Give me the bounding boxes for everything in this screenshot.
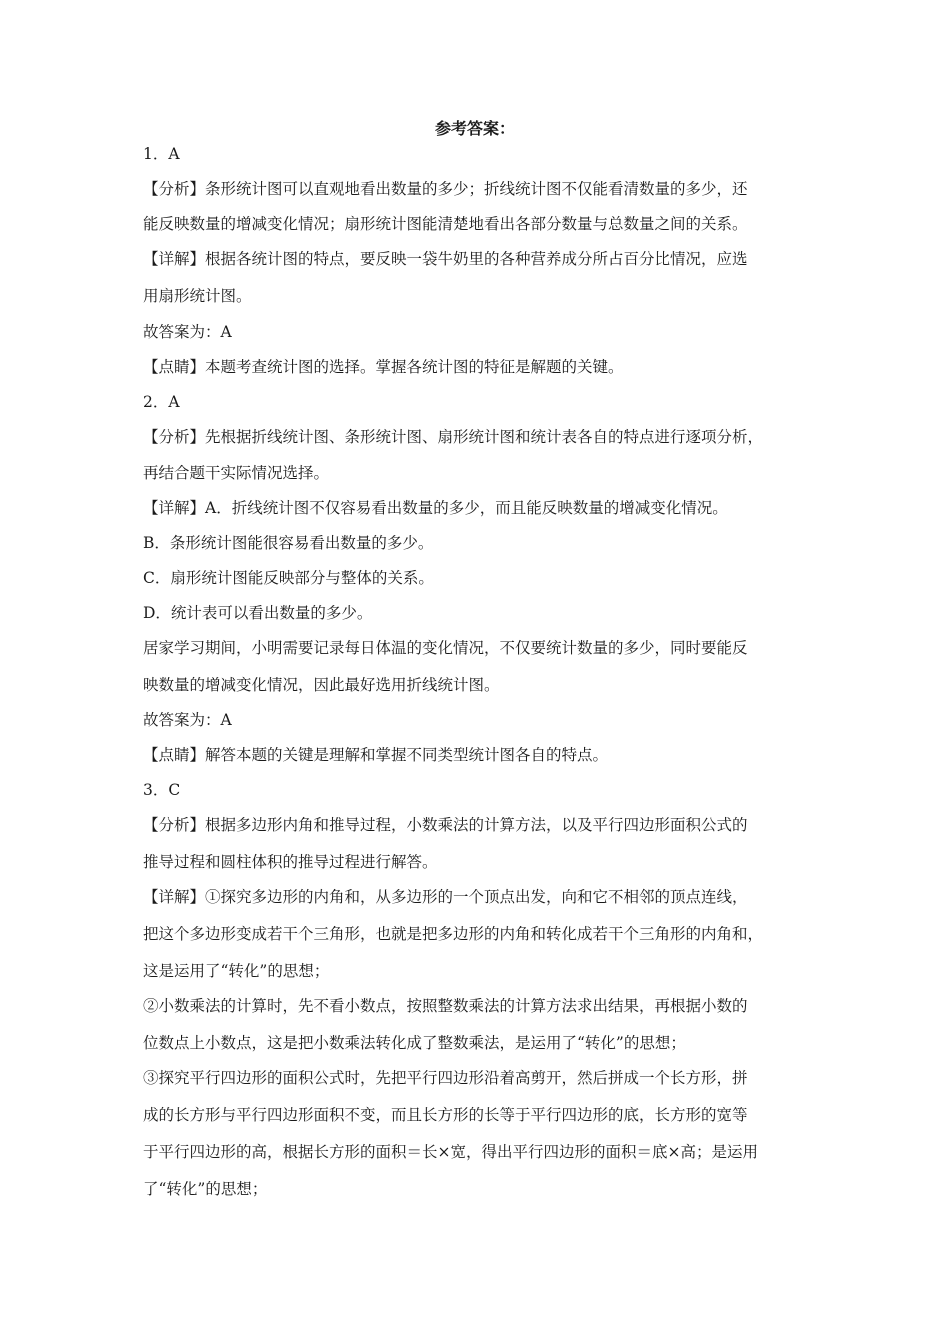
detail-2-option-a: 【详解】A．折线统计图不仅容易看出数量的多少，而且能反映数量的增减变化情况。 [143, 499, 728, 517]
detail-3-item-3-line-3: 于平行四边形的高，根据长方形的面积＝长×宽，得出平行四边形的面积＝底×高；是运用 [143, 1143, 758, 1161]
answer-number-1: 1．A [143, 145, 180, 163]
detail-3-item-1-line-1: 【详解】①探究多边形的内角和，从多边形的一个顶点出发，向和它不相邻的顶点连线， [143, 888, 748, 906]
conclusion-1: 故答案为：A [143, 323, 232, 341]
answer-number-2: 2．A [143, 393, 180, 411]
detail-2-option-d: D．统计表可以看出数量的多少。 [143, 604, 373, 622]
detail-2-reason-line-2: 映数量的增减变化情况，因此最好选用折线统计图。 [143, 676, 500, 694]
comment-1: 【点睛】本题考查统计图的选择。掌握各统计图的特征是解题的关键。 [143, 358, 624, 376]
detail-3-item-2-line-1: ②小数乘法的计算时，先不看小数点，按照整数乘法的计算方法求出结果，再根据小数的 [143, 997, 748, 1015]
detail-3-item-1-line-3: 这是运用了“转化”的思想； [143, 962, 330, 980]
detail-2-reason-line-1: 居家学习期间，小明需要记录每日体温的变化情况，不仅要统计数量的多少，同时要能反 [143, 639, 748, 657]
detail-3-item-3-line-1: ③探究平行四边形的面积公式时，先把平行四边形沿着高剪开，然后拼成一个长方形，拼 [143, 1069, 748, 1087]
detail-1-line-1: 【详解】根据各统计图的特点，要反映一袋牛奶里的各种营养成分所占百分比情况，应选 [143, 250, 748, 268]
analysis-2-line-1: 【分析】先根据折线统计图、条形统计图、扇形统计图和统计表各自的特点进行逐项分析， [143, 428, 764, 446]
analysis-1-line-1: 【分析】条形统计图可以直观地看出数量的多少；折线统计图不仅能看清数量的多少，还 [143, 180, 748, 198]
detail-3-item-2-line-2: 位数点上小数点，这是把小数乘法转化成了整数乘法，是运用了“转化”的思想； [143, 1034, 686, 1052]
comment-2: 【点睛】解答本题的关键是理解和掌握不同类型统计图各自的特点。 [143, 746, 609, 764]
analysis-2-line-2: 再结合题干实际情况选择。 [143, 464, 330, 482]
answer-number-3: 3．C [143, 781, 181, 799]
detail-3-item-3-line-2: 成的长方形与平行四边形面积不变，而且长方形的长等于平行四边形的底，长方形的宽等 [143, 1106, 748, 1124]
analysis-3-line-2: 推导过程和圆柱体积的推导过程进行解答。 [143, 853, 438, 871]
analysis-1-line-2: 能反映数量的增减变化情况；扇形统计图能清楚地看出各部分数量与总数量之间的关系。 [143, 215, 748, 233]
detail-2-option-b: B．条形统计图能很容易看出数量的多少。 [143, 534, 434, 552]
page-title: 参考答案： [434, 119, 515, 138]
detail-3-item-1-line-2: 把这个多边形变成若干个三角形，也就是把多边形的内角和转化成若干个三角形的内角和， [143, 925, 764, 943]
analysis-3-line-1: 【分析】根据多边形内角和推导过程，小数乘法的计算方法，以及平行四边形面积公式的 [143, 816, 748, 834]
detail-3-item-3-line-4: 了“转化”的思想； [143, 1180, 268, 1198]
conclusion-2: 故答案为：A [143, 711, 232, 729]
detail-1-line-2: 用扇形统计图。 [143, 287, 252, 305]
detail-2-option-c: C．扇形统计图能反映部分与整体的关系。 [143, 569, 434, 587]
